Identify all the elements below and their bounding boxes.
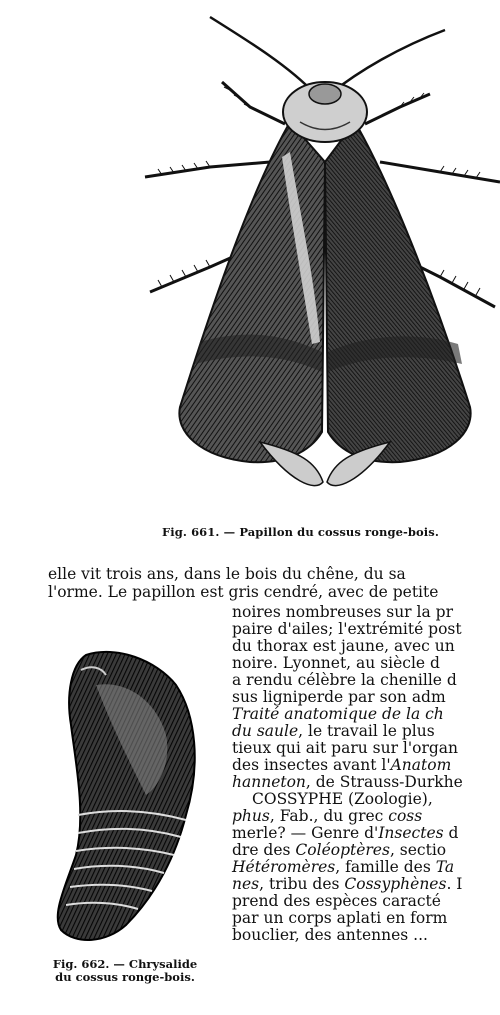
text-line: bouclier, des antennes ...	[232, 926, 428, 944]
figure-661-number: Fig. 661.	[162, 525, 220, 539]
text-line: hanneton, de Strauss-Durkhe	[232, 773, 463, 791]
text-line: merle? — Genre d'Insectes d	[232, 824, 459, 842]
moth-illustration	[140, 12, 500, 517]
text-line: sus ligniperde par son adm	[232, 688, 446, 706]
text-line: elle vit trois ans, dans le bois du chêne, du sa	[48, 565, 406, 583]
text-line: phus, Fab., du grec coss	[232, 807, 423, 825]
text-line: a rendu célèbre la chenille d	[232, 671, 457, 689]
text-line: du thorax est jaune, avec un	[232, 637, 455, 655]
figure-661-caption	[162, 525, 439, 539]
text-line: du saule, le travail le plus	[232, 722, 435, 740]
text-line: paire d'ailes; l'extrémité post	[232, 620, 462, 638]
text-line: Hétéromères, famille des Ta	[232, 858, 455, 876]
text-line: dre des Coléoptères, sectio	[232, 841, 447, 859]
text-line: prend des espèces caracté	[232, 892, 441, 910]
text-line: noires nombreuses sur la pr	[232, 603, 453, 621]
text-line: tieux qui ait paru sur l'organ	[232, 739, 459, 757]
text-line: des insectes avant l'Anatom	[232, 756, 452, 774]
figure-661-text: — Papillon du cossus ronge-bois.	[223, 525, 439, 539]
text-line: l'orme. Le papillon est gris cendré, avec de petite	[48, 583, 439, 601]
figure-662-caption-line: Fig. 662. — Chrysalide	[52, 957, 198, 971]
text-line: Traité anatomique de la ch	[232, 705, 444, 723]
text-line: nes, tribu des Cossyphènes. I	[232, 875, 463, 893]
figure-662-caption	[40, 958, 210, 984]
chrysalis-illustration	[36, 645, 206, 945]
text-line: par un corps aplati en form	[232, 909, 448, 927]
figure-662-caption-line: du cossus ronge-bois.	[55, 970, 195, 984]
entry-heading: COSSYPHE (Zoologie),	[252, 790, 433, 808]
text-line: noire. Lyonnet, au siècle d	[232, 654, 440, 672]
